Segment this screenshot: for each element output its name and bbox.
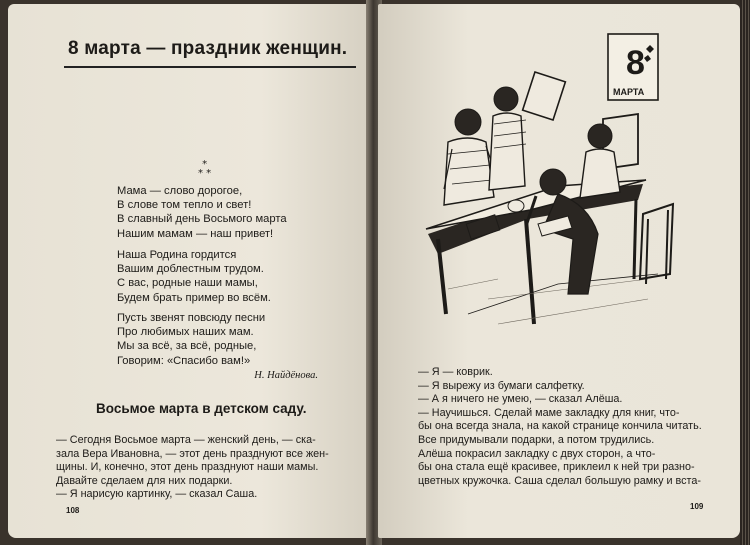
page-number-right: 109 (690, 502, 704, 511)
poem-line: Говорим: «Спасибо вам!» (117, 354, 251, 367)
prose-line: — А я ничего не умею, — сказал Алёша. (418, 393, 623, 406)
left-prose (56, 434, 364, 502)
poem-line: С вас, родные наши мамы, (117, 277, 258, 290)
prose-line: Все придумывали подарки, а потом трудились. (418, 433, 655, 446)
poem-stanza-3 (117, 311, 265, 368)
prose-line: бы она стала ещё красивее, приклеил к ней три разно- (418, 461, 695, 474)
prose-line: — Я вырежу из бумаги салфетку. (418, 379, 585, 392)
poem-line: Мы за всё, за всё, родные, (117, 340, 257, 353)
prose-line: — Сегодня Восьмое марта — женский день, — ска- (56, 434, 316, 446)
heading-rule (64, 66, 356, 68)
prose-line: цветных кружочка. Саша сделал большую рамку и вста- (418, 474, 701, 487)
poem-line: Пусть звенят повсюду песни (117, 312, 266, 324)
poem-line: В слове том тепло и свет! (117, 199, 252, 212)
prose-line: — Научишься. Сделай маме закладку для книг, что- (418, 406, 680, 419)
poem-line: Вашим доблестным трудом. (117, 263, 264, 276)
prose-line: щины. И, конечно, этот день празднуют наши мамы. (56, 461, 319, 474)
page-edges (740, 0, 750, 545)
poem-line: Про любимых наших мам. (117, 326, 254, 339)
page-number-left: 108 (66, 506, 80, 515)
left-page (8, 4, 370, 538)
prose-line: бы она всегда знала, на какой странице кончила читать. (418, 420, 702, 433)
children-making-gifts-illustration (408, 24, 718, 344)
poem-stanza-1 (117, 184, 287, 241)
calendar-poster (608, 34, 658, 100)
prose-line: Давайте сделаем для них подарки. (56, 474, 233, 487)
page-heading: 8 марта — праздник женщин. (68, 38, 348, 59)
prose-line: Алёша покрасил закладку с двух сторон, а что- (418, 447, 656, 460)
poem-author: Н. Найдёнова. (254, 370, 318, 381)
right-page (378, 4, 740, 538)
stars-ornament: * * * (198, 159, 212, 179)
section-subheading: Восьмое марта в детском саду. (96, 401, 307, 416)
poem-stanza-2 (117, 248, 271, 305)
right-prose (418, 366, 718, 488)
calendar-number: 8 (626, 44, 645, 82)
child-girl-right (580, 124, 620, 198)
prose-line: — Я нарисую картинку, — сказал Саша. (56, 488, 258, 501)
prose-line: зала Вера Ивановна, — этот день празднуют все жен- (56, 447, 329, 460)
poem-line: Наша Родина гордится (117, 249, 237, 261)
poem-line: В славный день Восьмого марта (117, 213, 287, 226)
prose-line: — Я — коврик. (418, 366, 493, 378)
poem-line: Нашим мамам — наш привет! (117, 227, 274, 240)
calendar-label: МАРТА (613, 87, 645, 97)
poem-line: Мама — слово дорогое, (117, 185, 243, 197)
poem-line: Будем брать пример во всём. (117, 291, 271, 304)
